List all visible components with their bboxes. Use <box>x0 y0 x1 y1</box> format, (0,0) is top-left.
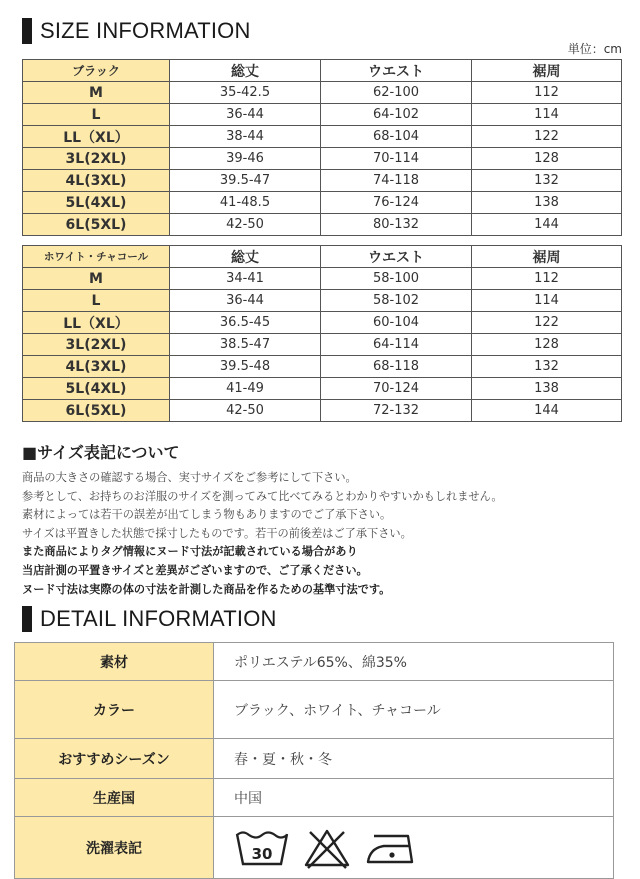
waist-cell: 64-102 <box>321 104 472 126</box>
length-cell: 39.5-48 <box>170 356 321 378</box>
detail-value: 春・夏・秋・冬 <box>214 739 614 779</box>
hem-cell: 138 <box>472 378 622 400</box>
header-length: 総丈 <box>170 246 321 268</box>
color-label: ブラック <box>23 60 170 82</box>
note-line: 商品の大きさの確認する場合、実寸サイズをご参考にして下さい。 <box>22 471 357 484</box>
length-cell: 38-44 <box>170 126 321 148</box>
table-row <box>23 170 622 192</box>
table-row <box>23 82 622 104</box>
no-bleach-icon <box>302 826 352 870</box>
waist-cell: 70-114 <box>321 148 472 170</box>
table-header-row <box>23 246 622 268</box>
hem-cell: 128 <box>472 148 622 170</box>
size-cell: 5L(4XL) <box>23 378 170 400</box>
size-cell: 3L(2XL) <box>23 334 170 356</box>
note-line: 参考として、お持ちのお洋服のサイズを測ってみて比べてみるとわかりやすいかもしれません。 <box>22 489 503 503</box>
size-cell: L <box>23 290 170 312</box>
length-cell: 41-49 <box>170 378 321 400</box>
hem-cell: 128 <box>472 334 622 356</box>
detail-table <box>14 642 614 879</box>
detail-key: 生産国 <box>15 779 214 817</box>
detail-key: 洗濯表記 <box>15 817 214 879</box>
table-row <box>23 290 622 312</box>
size-table-black-body <box>23 60 622 236</box>
length-cell: 41-48.5 <box>170 192 321 214</box>
table-row <box>23 356 622 378</box>
note-line-bold: ヌード寸法は実際の体の寸法を計測した商品を作るための基準寸法です。 <box>22 582 391 596</box>
size-table-black <box>22 59 622 236</box>
heading-bar <box>22 606 32 632</box>
table-row <box>23 192 622 214</box>
iron-low-icon <box>364 826 420 870</box>
table-row <box>23 214 622 236</box>
table-header-row <box>23 60 622 82</box>
waist-cell: 70-124 <box>321 378 472 400</box>
size-cell: 3L(2XL) <box>23 148 170 170</box>
detail-row-origin <box>15 779 614 817</box>
detail-row-season <box>15 739 614 779</box>
size-cell: L <box>23 104 170 126</box>
size-cell: LL（XL） <box>23 312 170 334</box>
waist-cell: 64-114 <box>321 334 472 356</box>
hem-cell: 132 <box>472 356 622 378</box>
length-cell: 35-42.5 <box>170 82 321 104</box>
detail-table-body <box>15 643 614 879</box>
waist-cell: 62-100 <box>321 82 472 104</box>
note-line: 素材によっては若干の誤差が出てしまう物もありますのでご了承下さい。 <box>22 508 392 522</box>
table-row <box>23 148 622 170</box>
size-notes-title: ■サイズ表記について <box>22 443 180 462</box>
table-row <box>23 312 622 334</box>
wash-temp-label: 30 <box>251 844 273 863</box>
hem-cell: 114 <box>472 104 622 126</box>
length-cell: 36-44 <box>170 104 321 126</box>
table-row <box>23 104 622 126</box>
waist-cell: 58-100 <box>321 268 472 290</box>
header-length: 総丈 <box>170 60 321 82</box>
header-hem: 裾周 <box>472 246 622 268</box>
color-label: ホワイト・チャコール <box>23 246 170 268</box>
detail-information-heading <box>22 606 277 632</box>
header-hem: 裾周 <box>472 60 622 82</box>
table-row <box>23 268 622 290</box>
detail-key: おすすめシーズン <box>15 739 214 779</box>
detail-value: ポリエステル65%、綿35% <box>214 643 614 681</box>
hem-cell: 114 <box>472 290 622 312</box>
hem-cell: 144 <box>472 400 622 422</box>
length-cell: 34-41 <box>170 268 321 290</box>
size-cell: 5L(4XL) <box>23 192 170 214</box>
care-icons <box>234 826 613 870</box>
header-waist: ウエスト <box>321 246 472 268</box>
waist-cell: 72-132 <box>321 400 472 422</box>
heading-bar <box>22 18 32 44</box>
size-information-title: SIZE INFORMATION <box>40 18 251 43</box>
waist-cell: 68-104 <box>321 126 472 148</box>
length-cell: 36.5-45 <box>170 312 321 334</box>
detail-value-care <box>214 817 614 879</box>
table-row <box>23 400 622 422</box>
detail-value: ブラック、ホワイト、チャコール <box>214 681 614 739</box>
hem-cell: 122 <box>472 312 622 334</box>
length-cell: 36-44 <box>170 290 321 312</box>
wash-30-icon <box>234 826 290 870</box>
table-row <box>23 378 622 400</box>
header-waist: ウエスト <box>321 60 472 82</box>
hem-cell: 138 <box>472 192 622 214</box>
waist-cell: 80-132 <box>321 214 472 236</box>
waist-cell: 58-102 <box>321 290 472 312</box>
note-line-bold: 当店計測の平置きサイズと差異がございますので、ご了承ください。 <box>22 563 368 577</box>
size-information-heading <box>22 18 251 44</box>
detail-value: 中国 <box>214 779 614 817</box>
length-cell: 38.5-47 <box>170 334 321 356</box>
size-cell: M <box>23 268 170 290</box>
waist-cell: 68-118 <box>321 356 472 378</box>
note-line-bold: また商品によりタグ情報にヌード寸法が記載されている場合があり <box>22 545 358 559</box>
unit-label: 単位：cm <box>567 42 622 56</box>
size-cell: LL（XL） <box>23 126 170 148</box>
hem-cell: 132 <box>472 170 622 192</box>
detail-key: カラー <box>15 681 214 739</box>
size-cell: 6L(5XL) <box>23 214 170 236</box>
size-table-white-body <box>23 246 622 422</box>
waist-cell: 74-118 <box>321 170 472 192</box>
table-row <box>23 126 622 148</box>
hem-cell: 122 <box>472 126 622 148</box>
detail-row-material <box>15 643 614 681</box>
waist-cell: 76-124 <box>321 192 472 214</box>
note-line: サイズは平置きした状態で採寸したものです。若干の前後差はご了承下さい。 <box>22 526 412 540</box>
size-table-white-charcoal <box>22 245 622 422</box>
size-cell: 4L(3XL) <box>23 356 170 378</box>
length-cell: 42-50 <box>170 214 321 236</box>
waist-cell: 60-104 <box>321 312 472 334</box>
table-row <box>23 334 622 356</box>
hem-cell: 112 <box>472 82 622 104</box>
length-cell: 39-46 <box>170 148 321 170</box>
detail-row-color <box>15 681 614 739</box>
size-notes <box>22 440 622 599</box>
size-cell: 6L(5XL) <box>23 400 170 422</box>
length-cell: 39.5-47 <box>170 170 321 192</box>
detail-key: 素材 <box>15 643 214 681</box>
hem-cell: 144 <box>472 214 622 236</box>
size-cell: 4L(3XL) <box>23 170 170 192</box>
size-cell: M <box>23 82 170 104</box>
hem-cell: 112 <box>472 268 622 290</box>
detail-row-care <box>15 817 614 879</box>
length-cell: 42-50 <box>170 400 321 422</box>
detail-information-title: DETAIL INFORMATION <box>40 606 277 631</box>
